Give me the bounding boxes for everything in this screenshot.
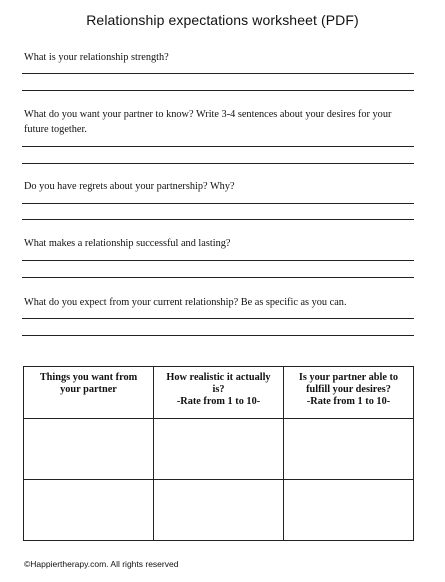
question-2: What do you want your partner to know? Write 3-4 sentences about your desires for your future together.: [24, 109, 392, 135]
header-line: -Rate from 1 to 10-: [306, 396, 391, 407]
answer-line: [22, 163, 414, 164]
table-row: [24, 419, 414, 480]
table-row: [24, 480, 414, 541]
table-cell[interactable]: [154, 480, 284, 541]
header-line: Things you want from: [39, 372, 138, 383]
answer-line: [22, 318, 414, 319]
header-line: is?: [212, 384, 225, 395]
question-4: What makes a relationship successful and lasting?: [24, 238, 231, 249]
page-title: Relationship expectations worksheet (PDF): [86, 12, 359, 28]
question-3: Do you have regrets about your partnership? Why?: [24, 181, 235, 192]
column-header-partner-able: [284, 367, 414, 419]
answer-line: [22, 219, 414, 220]
expectations-table: [23, 366, 414, 541]
header-line: Is your partner able to: [298, 372, 399, 383]
column-header-realistic: [154, 367, 284, 419]
answer-line: [22, 146, 414, 147]
answer-line: [22, 277, 414, 278]
table-cell[interactable]: [24, 419, 154, 480]
answer-line: [22, 203, 414, 204]
question-1: What is your relationship strength?: [24, 52, 169, 63]
header-line: fulfill your desires?: [306, 384, 391, 395]
copyright-footer: ©Happiertherapy.com. All rights reserved: [24, 559, 179, 569]
answer-line: [22, 90, 414, 91]
table-cell[interactable]: [284, 480, 414, 541]
answer-line: [22, 260, 414, 261]
answer-line: [22, 335, 414, 336]
answer-line: [22, 73, 414, 74]
header-line: How realistic it actually: [166, 372, 271, 383]
table-cell[interactable]: [284, 419, 414, 480]
column-header-wants: [24, 367, 154, 419]
header-line: your partner: [60, 384, 117, 395]
table-cell[interactable]: [154, 419, 284, 480]
table-cell[interactable]: [24, 480, 154, 541]
table-header-row: [24, 367, 414, 419]
header-line: -Rate from 1 to 10-: [176, 396, 261, 407]
question-5: What do you expect from your current relationship? Be as specific as you can.: [24, 297, 347, 308]
